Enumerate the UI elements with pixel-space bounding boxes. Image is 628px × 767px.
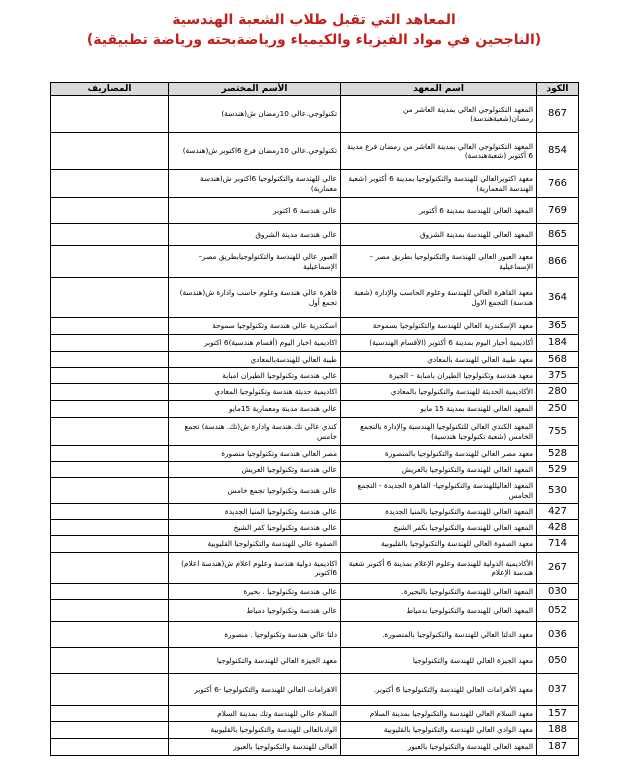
cell-short-name: العالى للهندسة والتكنولوجيا بالعبور: [169, 739, 341, 756]
cell-fees: [51, 622, 169, 648]
cell-fees: [51, 278, 169, 318]
cell-code: 050: [537, 648, 579, 674]
cell-fees: [51, 706, 169, 722]
cell-fees: [51, 401, 169, 418]
page-title: المعاهد التي تقبل طلاب الشعبة الهندسية: [172, 12, 456, 28]
cell-institute-name: المعهد العالي للهندسة والتكنولوجيا بكفر الشيخ: [341, 520, 537, 536]
cell-code: 568: [537, 352, 579, 368]
cell-institute-name: المعهد العاليللهندسة والتكنولوجيا- القاهرة الجديدة - التجمع الخامس: [341, 478, 537, 504]
cell-fees: [51, 246, 169, 278]
cell-code: 755: [537, 418, 579, 446]
cell-fees: [51, 648, 169, 674]
table-row: [51, 318, 579, 335]
cell-institute-name: معهد الإسكندرية العالي للهندسة والتكنولوجيا بسموحة: [341, 318, 537, 335]
cell-short-name: اسكندرية عالي هندسة وتكنولوجيا سموحة: [169, 318, 341, 335]
cell-institute-name: معهد هندسة وتكنولوجيا الطيران بامبابة – الجيزة: [341, 368, 537, 384]
cell-short-name: الوادىالعالى للهندسة والتكنولوجيا بالقليوبية: [169, 722, 341, 739]
cell-short-name: عالي هندسة وتكنولوجيا الطيران امبابة: [169, 368, 341, 384]
cell-code: 280: [537, 384, 579, 401]
cell-short-name: اكاديمية دولية هندسة وعلوم اعلام ش(هندسة اعلام) 6اكتوبر: [169, 553, 341, 584]
cell-code: 528: [537, 446, 579, 462]
cell-short-name: كندي عالي تك.هندسة وادارة ش(تك. هندسة) تجمع خامس: [169, 418, 341, 446]
cell-institute-name: المعهد العالي للهندسة والتكنولوجيا بالمنيا الجديدة: [341, 504, 537, 520]
cell-code: 250: [537, 401, 579, 418]
cell-code: 854: [537, 133, 579, 170]
cell-fees: [51, 352, 169, 368]
table-row: [51, 622, 579, 648]
table-row: [51, 706, 579, 722]
cell-code: 769: [537, 198, 579, 224]
cell-fees: [51, 600, 169, 622]
table-row: [51, 462, 579, 478]
table-row: [51, 170, 579, 198]
table-row: [51, 536, 579, 553]
cell-short-name: العبور عالي للهندسة والتكنولوجيابطريق مصر– الإسماعيلية: [169, 246, 341, 278]
cell-short-name: عالي هندسة وتكنولوجيا العريش: [169, 462, 341, 478]
table-row: [51, 600, 579, 622]
table-row: [51, 384, 579, 401]
cell-fees: [51, 224, 169, 246]
cell-code: 866: [537, 246, 579, 278]
table-row: [51, 96, 579, 133]
column-header-short-name: الأسم المختصر: [169, 83, 341, 96]
cell-short-name: السلام عالي للهندسة وتك بمدينة السلام: [169, 706, 341, 722]
table-row: [51, 224, 579, 246]
cell-code: 714: [537, 536, 579, 553]
cell-fees: [51, 446, 169, 462]
table-row: [51, 401, 579, 418]
cell-short-name: عالي هندسة وتكنولوجيا تجمع خامس: [169, 478, 341, 504]
cell-short-name: الاهرامات العالي للهندسة والتكنولوجيا -6 أكتوبر: [169, 674, 341, 706]
table-row: [51, 133, 579, 170]
table-row: [51, 674, 579, 706]
cell-code: 267: [537, 553, 579, 584]
cell-fees: [51, 170, 169, 198]
cell-institute-name: المعهد العالي للهندسة بمدينة الشروق: [341, 224, 537, 246]
cell-code: 365: [537, 318, 579, 335]
cell-short-name: دلتا عالي هندسة وتكنولوجيا . منصورة: [169, 622, 341, 648]
table-header-row: [51, 83, 579, 96]
column-header-code: الكود: [537, 83, 579, 96]
cell-fees: [51, 133, 169, 170]
cell-institute-name: معهد العبور العالي للهندسة والتكنولوجيا بطريق مصر – الإسماعيلية: [341, 246, 537, 278]
cell-fees: [51, 536, 169, 553]
cell-fees: [51, 520, 169, 536]
table-row: [51, 722, 579, 739]
cell-short-name: معهد الجيزة العالي للهندسة والتكنولوجيا: [169, 648, 341, 674]
cell-short-name: عالي هندسة وتكنولوجيا كفر الشيخ: [169, 520, 341, 536]
cell-code: 157: [537, 706, 579, 722]
cell-code: 030: [537, 584, 579, 600]
cell-code: 187: [537, 739, 579, 756]
cell-code: 184: [537, 335, 579, 352]
cell-short-name: تكنولوجي.عالي 10رمضان ش(هندسة): [169, 96, 341, 133]
cell-institute-name: المعهد العالي للهندسة بمدينة 6 أكتوبر: [341, 198, 537, 224]
table-row: [51, 553, 579, 584]
cell-institute-name: معهد اكتوبرالعالي للهندسة والتكنولوجيا بمدينة 6 أكتوبر (شعبة الهندسة المعمارية): [341, 170, 537, 198]
cell-fees: [51, 553, 169, 584]
cell-fees: [51, 384, 169, 401]
cell-short-name: مصر العالي هندسة وتكنولوجيا منصورة: [169, 446, 341, 462]
cell-code: 529: [537, 462, 579, 478]
table-row: [51, 648, 579, 674]
cell-institute-name: معهد الوادي العالي للهندسة والتكنولوجيا بالقليوبية: [341, 722, 537, 739]
cell-fees: [51, 462, 169, 478]
cell-fees: [51, 335, 169, 352]
cell-code: 052: [537, 600, 579, 622]
cell-institute-name: معهد القاهرة العالي للهندسة وعلوم الحاسب والإدارة (شعبة هندسة) التجمع الاول: [341, 278, 537, 318]
cell-short-name: عالي هندسة مدينة ومعمارية 15مايو: [169, 401, 341, 418]
cell-short-name: عالي هندسة وتكنولوجيا دمياط: [169, 600, 341, 622]
cell-institute-name: معهد طيبة العالي للهندسة بالمعادي: [341, 352, 537, 368]
cell-institute-name: أكاديمية أخبار اليوم بمدينة 6 أكتوبر (الأقسام الهندسية): [341, 335, 537, 352]
cell-institute-name: الأكاديمية الحديثة للهندسة والتكنولوجيا بالمعادي: [341, 384, 537, 401]
table-row: [51, 520, 579, 536]
table-row: [51, 278, 579, 318]
column-header-institute-name: اسم المعهد: [341, 83, 537, 96]
cell-institute-name: المعهد العالي للهندسة والتكنولوجيا بالبحيرة.: [341, 584, 537, 600]
cell-fees: [51, 674, 169, 706]
cell-code: 865: [537, 224, 579, 246]
cell-institute-name: معهد مصر العالي للهندسة والتكنولوجيا بالمنصورة: [341, 446, 537, 462]
cell-institute-name: المعهد العالي للهندسة بمدينة 15 مايو: [341, 401, 537, 418]
cell-fees: [51, 504, 169, 520]
cell-short-name: عالي هندسة وتكنولوجيا المنيا الجديدة: [169, 504, 341, 520]
cell-short-name: عالي هندسة مدينة الشروق: [169, 224, 341, 246]
cell-fees: [51, 96, 169, 133]
cell-fees: [51, 478, 169, 504]
cell-short-name: قاهرة عالي هندسة وعلوم حاسب وادارة ش(هندسة) تجمع أول: [169, 278, 341, 318]
cell-institute-name: المعهد التكنولوجي العالي بمدينة العاشر من رمضان(شعبةهندسة): [341, 96, 537, 133]
cell-code: 188: [537, 722, 579, 739]
cell-institute-name: معهد الأهرامات العالي للهندسة والتكنولوجيا 6 أكتوبر.: [341, 674, 537, 706]
cell-code: 867: [537, 96, 579, 133]
cell-short-name: عالي هندسة 6 اكتوبر: [169, 198, 341, 224]
cell-institute-name: المعهد العالي للهندسة والتكنولوجيا بالعبور: [341, 739, 537, 756]
cell-institute-name: المعهد العالي للهندسة والتكنولوجيا بالعريش: [341, 462, 537, 478]
table-row: [51, 739, 579, 756]
cell-short-name: تكنولوجي.عالي 10رمضان فرع 6اكتوبر ش(هندسة): [169, 133, 341, 170]
cell-short-name: عالي هندسة وتكنولوجيا . بحيرة: [169, 584, 341, 600]
cell-institute-name: معهد الصفوة العالي للهندسة والتكنولوجيا بالقليوبية: [341, 536, 537, 553]
cell-institute-name: معهد السلام العالي للهندسة والتكنولوجيا بمدينة السلام: [341, 706, 537, 722]
cell-code: 428: [537, 520, 579, 536]
cell-fees: [51, 722, 169, 739]
table-row: [51, 584, 579, 600]
page-header: [0, 10, 628, 50]
cell-fees: [51, 368, 169, 384]
page-subtitle: (الناجحين في مواد الفيزياء والكيمياء ورياضةبحته ورياضة تطبيقية): [86, 32, 542, 48]
table-row: [51, 478, 579, 504]
cell-fees: [51, 418, 169, 446]
table-row: [51, 352, 579, 368]
cell-code: 427: [537, 504, 579, 520]
cell-code: 037: [537, 674, 579, 706]
column-header-fees: المصاريف: [51, 83, 169, 96]
cell-short-name: طيبة العالي للهندسةبالمعادي: [169, 352, 341, 368]
cell-short-name: اكاديمية حديثة هندسة وتكنولوجيا المعادي: [169, 384, 341, 401]
cell-code: 766: [537, 170, 579, 198]
cell-fees: [51, 739, 169, 756]
cell-fees: [51, 584, 169, 600]
cell-institute-name: الأكاديمية الدولية للهندسة وعلوم الإعلام بمدينة 6 أكتوبر شعبة هندسة الإعلام: [341, 553, 537, 584]
cell-code: 530: [537, 478, 579, 504]
table-row: [51, 335, 579, 352]
cell-fees: [51, 318, 169, 335]
table-body: [51, 96, 579, 756]
cell-institute-name: المعهد العالي للهندسة والتكنولوجيا بدمياط: [341, 600, 537, 622]
table-row: [51, 446, 579, 462]
cell-institute-name: معهد الدلتا العالي للهندسة والتكنولوجيا بالمنصورة.: [341, 622, 537, 648]
cell-institute-name: المعهد الكندي العالي للتكنولوجيا الهندسية والإدارة بالتجمع الخامس (شعبة تكنولوجيا هندسية): [341, 418, 537, 446]
cell-code: 036: [537, 622, 579, 648]
cell-short-name: عالي للهندسة والتكنولوجيا 6اكتوبر ش(هندسة معمارية): [169, 170, 341, 198]
cell-short-name: الصفوة عالي للهندسة والتكنولوجيا القليوبية: [169, 536, 341, 553]
table-row: [51, 198, 579, 224]
table-row: [51, 504, 579, 520]
table-row: [51, 246, 579, 278]
institutes-table: [50, 82, 579, 756]
cell-fees: [51, 198, 169, 224]
cell-institute-name: المعهد التكنولوجي العالي بمدينة العاشر من رمضان فرع مدينة 6 أكتوبر (شعبةهندسة): [341, 133, 537, 170]
cell-code: 375: [537, 368, 579, 384]
table-row: [51, 418, 579, 446]
cell-short-name: اكاديمية اخبار اليوم (أقسام هندسية)6 اكتوبر: [169, 335, 341, 352]
table-row: [51, 368, 579, 384]
cell-code: 364: [537, 278, 579, 318]
cell-institute-name: معهد الجيزة العالي للهندسة والتكنولوجيا: [341, 648, 537, 674]
